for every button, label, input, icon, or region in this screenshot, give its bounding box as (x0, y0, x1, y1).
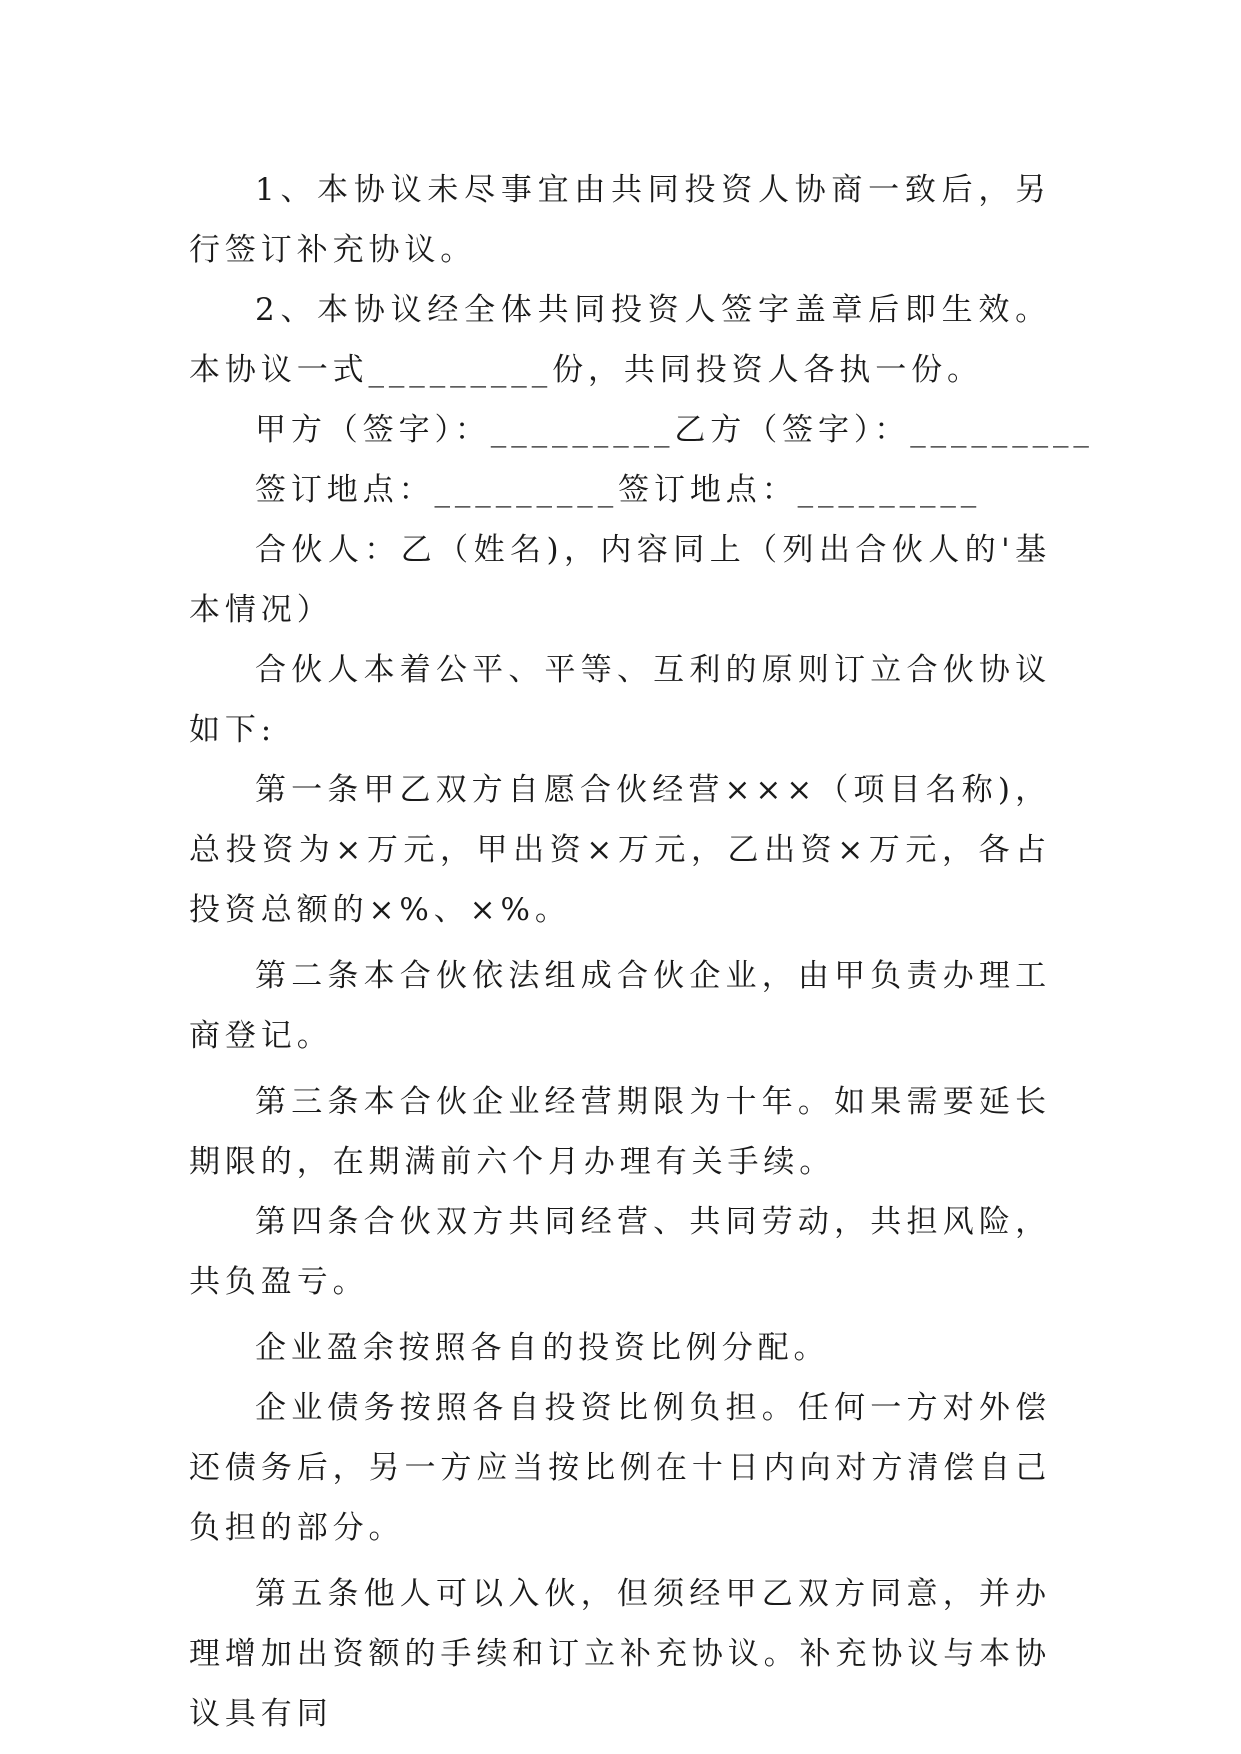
article-5: 第五条他人可以入伙，但须经甲乙双方同意，并办理增加出资额的手续和订立补充协议。补充协议与本协议具有同 (189, 1576, 1051, 1732)
paragraph-surplus-distribution: 企业盈余按照各自的投资比例分配。 (255, 1330, 830, 1366)
signing-place-line: 签订地点：_________签订地点：_________ (255, 472, 982, 508)
paragraph-supplementary-agreement: 1、本协议未尽事宜由共同投资人协商一致后，另行签订补充协议。 (189, 172, 1051, 268)
article-2: 第二条本合伙依法组成合伙企业，由甲负责办理工商登记。 (189, 958, 1051, 1054)
paragraph-debt-allocation: 企业债务按照各自投资比例负担。任何一方对外偿还债务后，另一方应当按比例在十日内向对方清偿自己负担的部分。 (189, 1390, 1051, 1546)
paragraph-principles: 合伙人本着公平、平等、互利的原则订立合伙协议如下: (189, 652, 1051, 748)
article-1: 第一条甲乙双方自愿合伙经营×××（项目名称)，总投资为×万元，甲出资×万元，乙出资×万元，各占投资总额的×%、×%。 (189, 772, 1051, 928)
paragraph-partner-info: 合伙人：乙（姓名)，内容同上（列出合伙人的'基本情况） (189, 532, 1051, 628)
paragraph-effective-clause: 2、本协议经全体共同投资人签字盖章后即生效。本协议一式_________份，共同投资人各执一份。 (189, 292, 1051, 388)
document-body (189, 160, 1094, 1744)
article-4: 第四条合伙双方共同经营、共同劳动，共担风险，共负盈亏。 (189, 1204, 1051, 1300)
article-3: 第三条本合伙企业经营期限为十年。如果需要延长期限的，在期满前六个月办理有关手续。 (189, 1084, 1051, 1180)
signature-line-parties: 甲方（签字）：_________乙方（签字）：_________ (255, 412, 1094, 448)
